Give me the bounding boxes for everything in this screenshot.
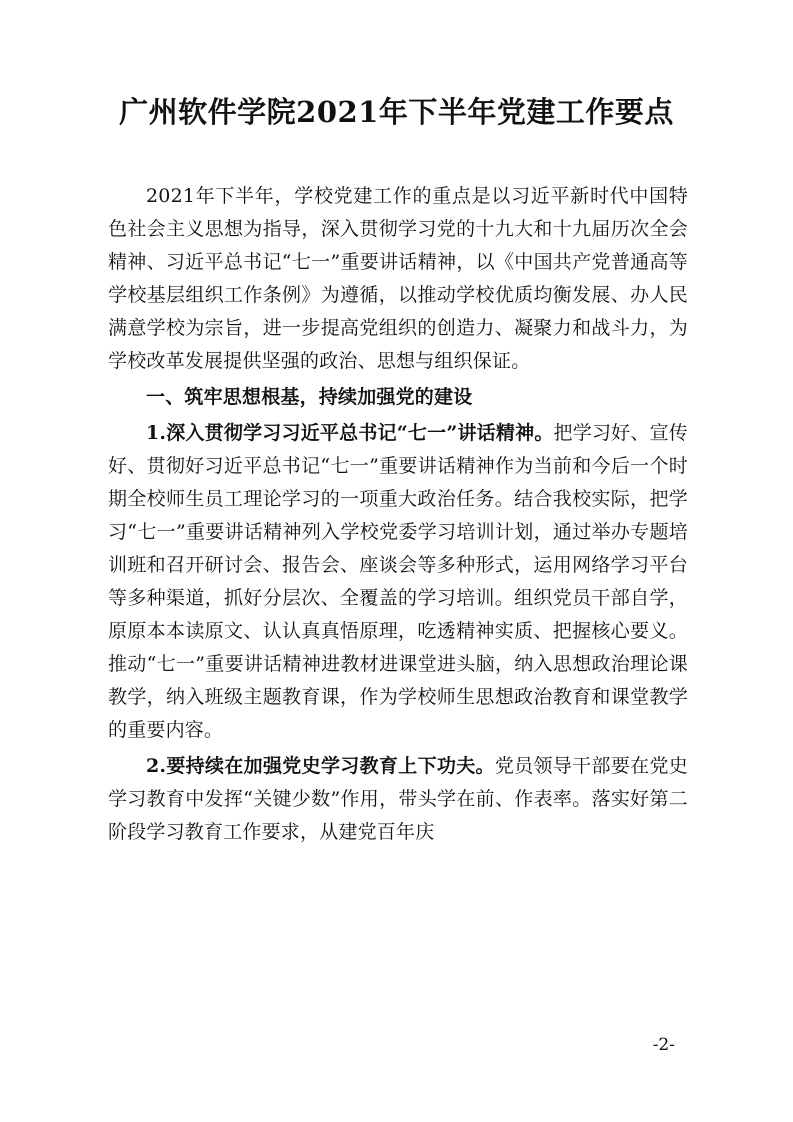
item-2-text: 党员领导干部要在党史学习教育中发挥“关键少数”作用，带头学在前、作表率。落实好第二阶段学习教育工作要求，从建党百年庆: [108, 755, 688, 843]
intro-paragraph: 2021年下半年，学校党建工作的重点是以习近平新时代中国特色社会主义思想为指导，深入贯彻学习党的十九大和十九届历次全会精神、习近平总书记“七一”重要讲话精神，以《中国共产党普通高等学校基层组织工作条例》为遵循，以推动学校优质均衡发展、办人民满意学校为宗旨，进一步提高党组织的创造力、凝聚力和战斗力，为学校改革发展提供坚强的政治、思想与组织保证。: [108, 185, 688, 372]
item-1-text: 把学习好、宣传好、贯彻好习近平总书记“七一”重要讲话精神作为当前和今后一个时期全校师生员工理论学习的一项重大政治任务。结合我校实际，把学习“七一”重要讲话精神列入学校党委学习培训计划，通过举办专题培训班和召开研讨会、报告会、座谈会等多种形式，运用网络学习平台等多种渠道，抓好分层次、全覆盖的学习培训。组织党员干部自学，原原本本读原文、认认真真悟原理，吃透精神实质、把握核心要义。推动“七一”重要讲话精神进教材进课堂进头脑，纳入思想政治理论课教学，纳入班级主题教育课，作为学校师生思想政治教育和课堂教学的重要内容。: [108, 422, 688, 741]
item-2-paragraph: [108, 750, 688, 849]
document-body: [108, 180, 688, 852]
document-title: 广州软件学院2021年下半年党建工作要点: [119, 95, 674, 129]
section-heading: 一、筑牢思想根基，持续加强党的建设: [146, 386, 473, 408]
page-number: -2-: [652, 1035, 675, 1055]
item-1-lead: 1.深入贯彻学习习近平总书记“七一”讲话精神。: [146, 422, 554, 444]
item-2-lead: 2.要持续在加强党史学习教育上下功夫。: [146, 755, 495, 777]
item-1-paragraph: [108, 417, 688, 747]
